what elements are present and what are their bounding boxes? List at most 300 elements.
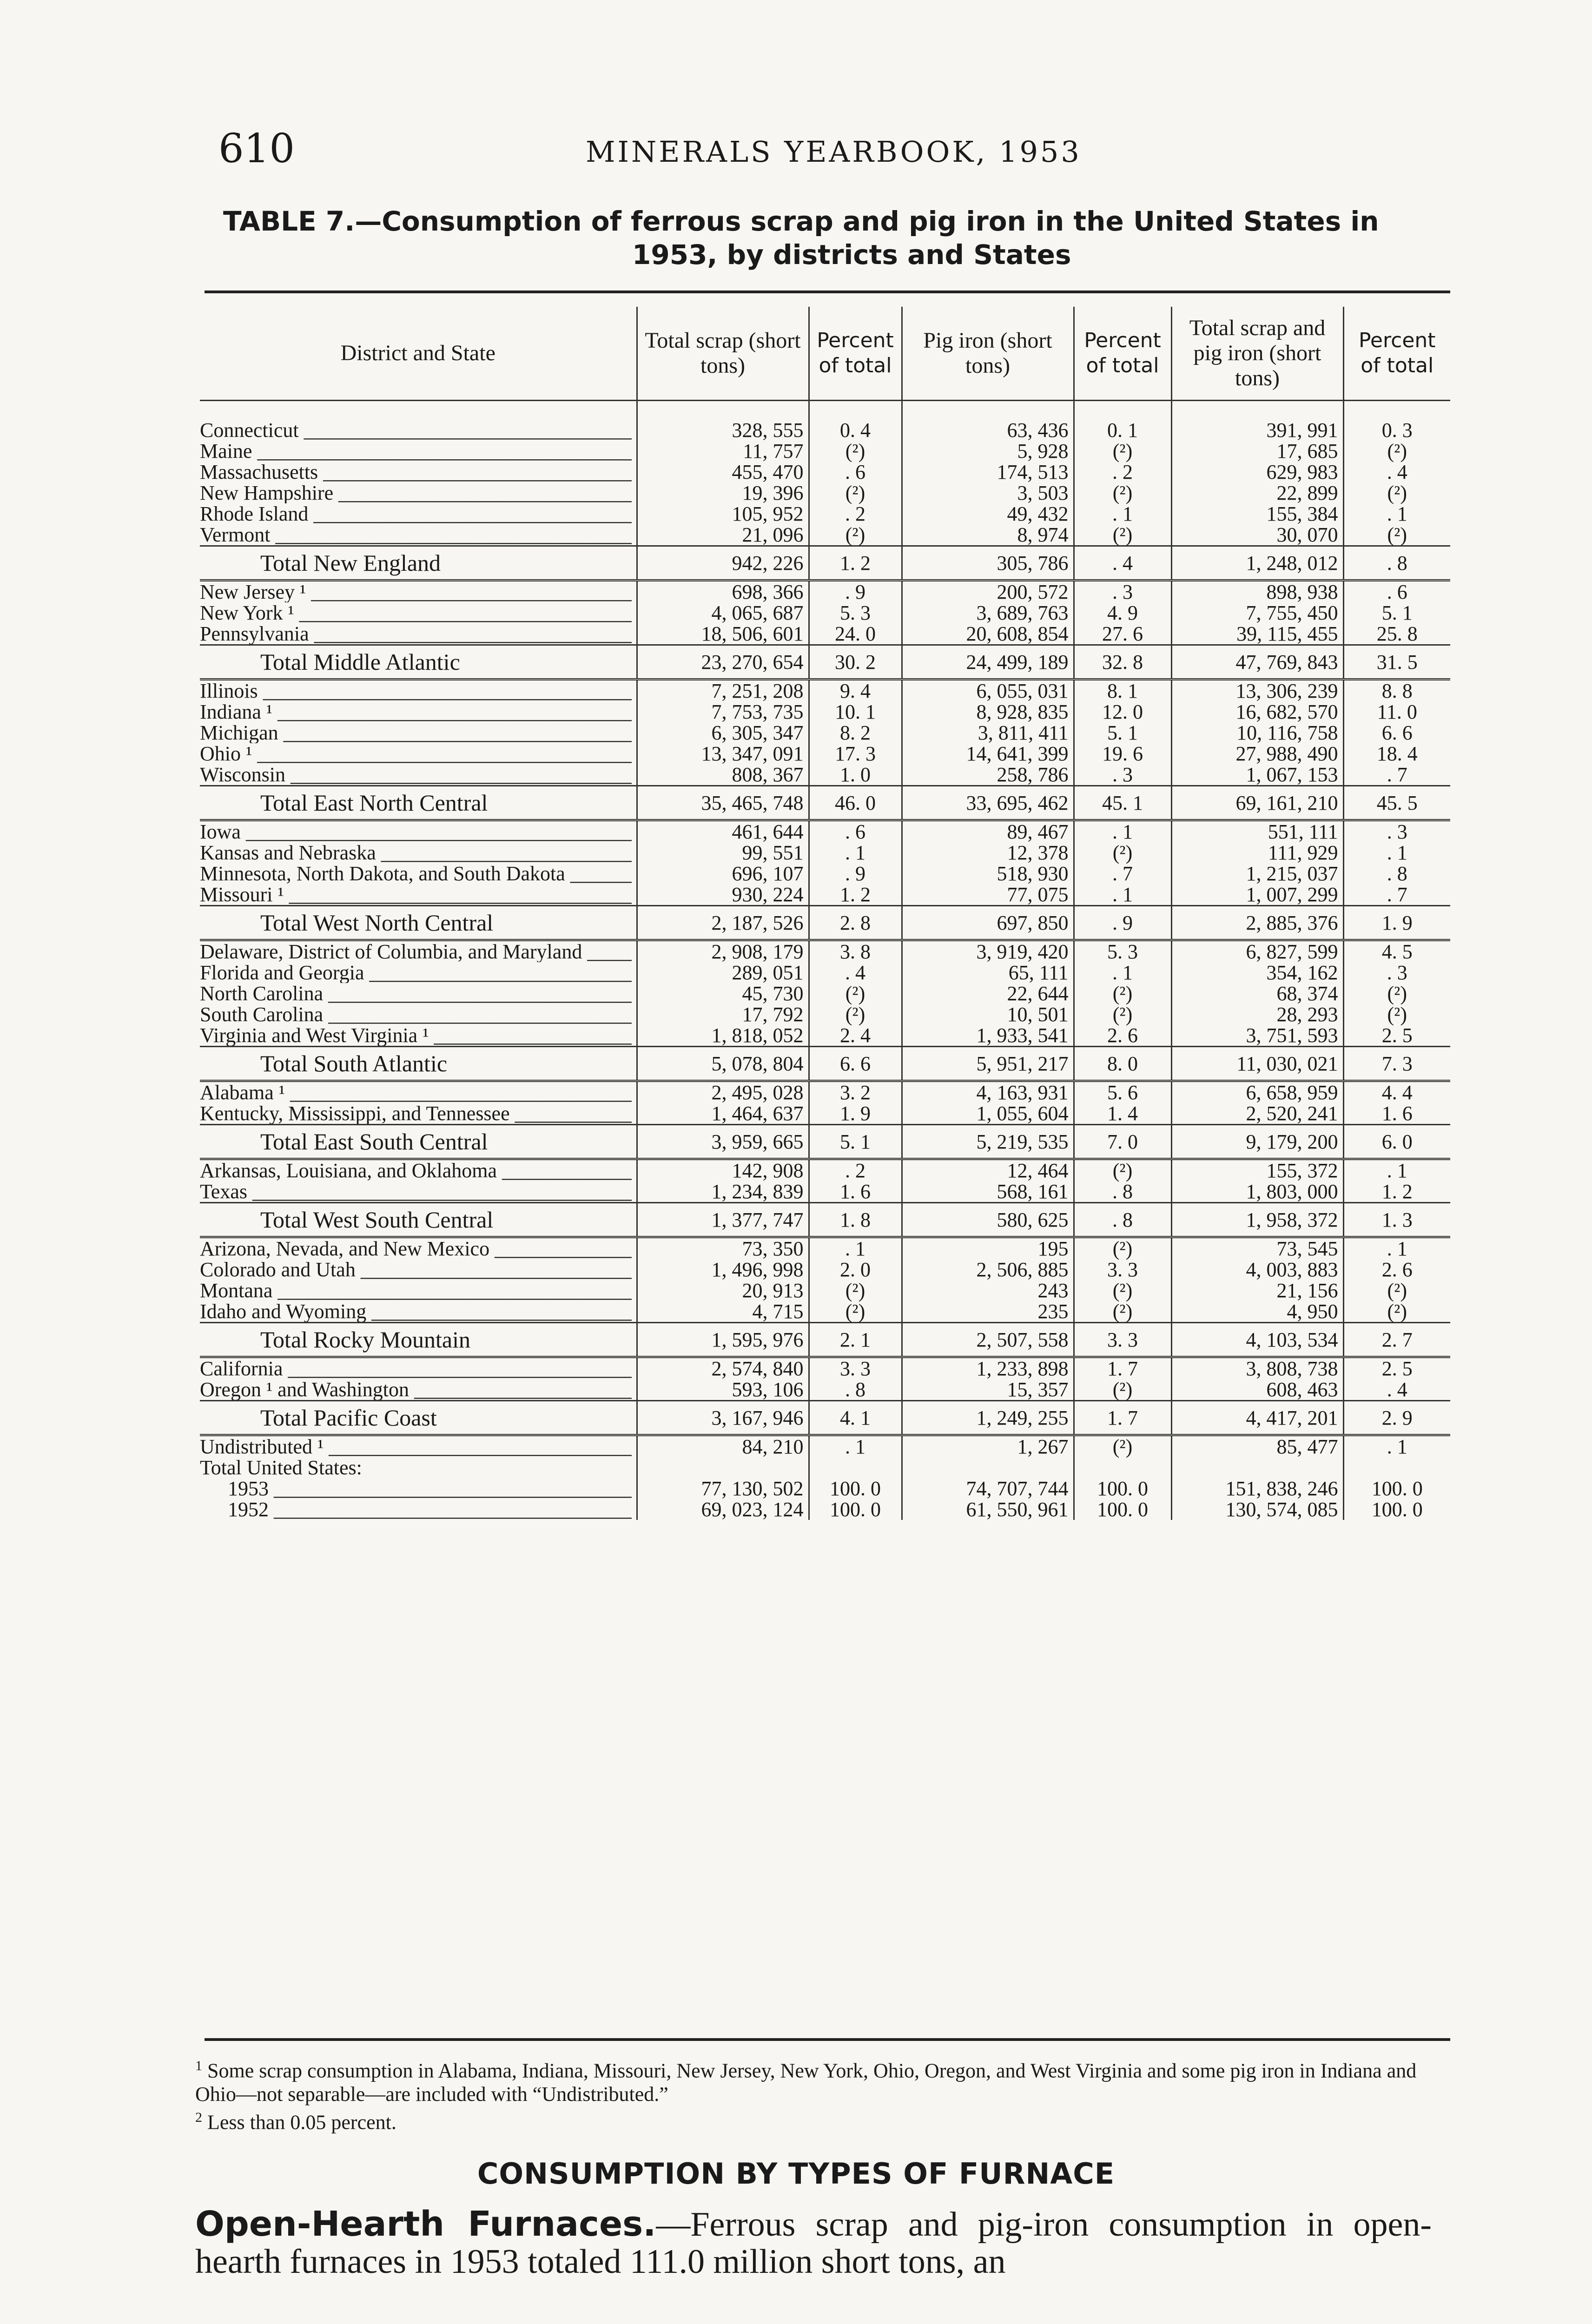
pig-cell: 697, 850 xyxy=(902,906,1074,940)
scrap-pct-cell: 9. 4 xyxy=(809,680,902,702)
pig-cell: 174, 513 xyxy=(902,462,1074,482)
pig-pct-cell: (²) xyxy=(1074,1435,1171,1458)
total-cell: 4, 950 xyxy=(1171,1301,1343,1323)
scrap-cell: 1, 595, 976 xyxy=(637,1323,809,1357)
pig-cell: 1, 233, 898 xyxy=(902,1357,1074,1380)
subtotal-label: Total Rocky Mountain xyxy=(200,1323,637,1357)
scrap-cell: 1, 818, 052 xyxy=(637,1025,809,1047)
scrap-cell: 17, 792 xyxy=(637,1004,809,1025)
pig-pct-cell: 7. 0 xyxy=(1074,1125,1171,1159)
total-pct-cell: 31. 5 xyxy=(1343,645,1450,680)
total-cell: 68, 374 xyxy=(1171,983,1343,1004)
pig-cell: 61, 550, 961 xyxy=(902,1499,1074,1520)
subtotal-row xyxy=(200,1203,1450,1237)
table-top-rule xyxy=(205,290,1450,293)
pig-pct-cell: 4. 9 xyxy=(1074,602,1171,623)
state-label: Rhode Island _____ xyxy=(200,503,637,524)
pig-pct-cell: 32. 8 xyxy=(1074,645,1171,680)
total-cell: 2, 885, 376 xyxy=(1171,906,1343,940)
pig-cell: 1, 267 xyxy=(902,1435,1074,1458)
scrap-pct-cell: 4. 1 xyxy=(809,1401,902,1435)
scrap-pct-cell: 5. 1 xyxy=(809,1125,902,1159)
us-total-label: Total United States: xyxy=(200,1456,362,1479)
scrap-pct-cell: 3. 3 xyxy=(809,1357,902,1380)
scrap-cell: 19, 396 xyxy=(637,482,809,503)
state-label: Indiana ¹ _____ xyxy=(200,701,637,722)
table-row xyxy=(200,1280,1450,1301)
total-pct-cell: (²) xyxy=(1343,1280,1450,1301)
scrap-cell: 105, 952 xyxy=(637,503,809,524)
total-pct-cell: . 7 xyxy=(1343,884,1450,906)
total-cell: 3, 751, 593 xyxy=(1171,1025,1343,1047)
running-header xyxy=(218,125,1455,177)
scrap-pct-cell: 17. 3 xyxy=(809,743,902,764)
pig-pct-cell: (²) xyxy=(1074,1280,1171,1301)
pig-pct-cell: . 2 xyxy=(1074,462,1171,482)
scrap-cell: 3, 959, 665 xyxy=(637,1125,809,1159)
scrap-pct-cell: 2. 4 xyxy=(809,1025,902,1047)
total-pct-cell: . 6 xyxy=(1343,581,1450,603)
total-cell: 11, 030, 021 xyxy=(1171,1047,1343,1081)
total-cell: 155, 384 xyxy=(1171,503,1343,524)
subtotal-label: Total West South Central xyxy=(200,1203,637,1237)
page-number: 610 xyxy=(218,125,295,172)
state-label: Wisconsin _____ xyxy=(200,764,637,786)
total-pct-cell: 18. 4 xyxy=(1343,743,1450,764)
total-pct-cell: 100. 0 xyxy=(1343,1499,1450,1520)
state-label: 1953 _____ xyxy=(200,1478,637,1499)
table-row xyxy=(200,764,1450,786)
state-label: Missouri ¹ _____ xyxy=(200,884,637,906)
scrap-cell: 6, 305, 347 xyxy=(637,722,809,743)
state-label: New York ¹ _____ xyxy=(200,602,637,623)
table-row xyxy=(200,524,1450,546)
pig-cell: 258, 786 xyxy=(902,764,1074,786)
col-total-pct: Percent of total xyxy=(1343,307,1450,401)
pig-pct-cell: 8. 0 xyxy=(1074,1047,1171,1081)
pig-cell: 77, 075 xyxy=(902,884,1074,906)
table-row xyxy=(200,722,1450,743)
table-bottom-rule xyxy=(205,2038,1450,2041)
pig-cell: 580, 625 xyxy=(902,1203,1074,1237)
pig-pct-cell: . 1 xyxy=(1074,884,1171,906)
pig-cell: 14, 641, 399 xyxy=(902,743,1074,764)
total-pct-cell: . 1 xyxy=(1343,503,1450,524)
scrap-pct-cell: . 1 xyxy=(809,842,902,863)
state-label: Michigan _____ xyxy=(200,722,637,743)
pig-cell: 74, 707, 744 xyxy=(902,1478,1074,1499)
pig-pct-cell: . 8 xyxy=(1074,1203,1171,1237)
scrap-cell: 1, 377, 747 xyxy=(637,1203,809,1237)
pig-cell: 15, 357 xyxy=(902,1379,1074,1401)
total-cell: 898, 938 xyxy=(1171,581,1343,603)
scrap-cell: 4, 715 xyxy=(637,1301,809,1323)
pig-pct-cell: . 1 xyxy=(1074,503,1171,524)
caption-line-1: TABLE 7.—Consumption of ferrous scrap and pig iron in the United States in xyxy=(223,205,1379,237)
scrap-cell: 99, 551 xyxy=(637,842,809,863)
total-pct-cell: 1. 9 xyxy=(1343,906,1450,940)
state-label: Alabama ¹ _____ xyxy=(200,1081,637,1103)
total-cell: 4, 417, 201 xyxy=(1171,1401,1343,1435)
table-row xyxy=(200,420,1450,441)
pig-cell: 33, 695, 462 xyxy=(902,786,1074,820)
table-row xyxy=(200,983,1450,1004)
state-label: New Jersey ¹ _____ xyxy=(200,581,637,603)
scrap-pct-cell: 46. 0 xyxy=(809,786,902,820)
total-pct-cell: . 1 xyxy=(1343,1159,1450,1182)
pig-cell: 12, 464 xyxy=(902,1159,1074,1182)
consumption-table xyxy=(200,307,1450,1520)
state-label: California _____ xyxy=(200,1357,637,1380)
paragraph-lead: Open-Hearth Furnaces. xyxy=(195,2204,656,2244)
col-scrap-pct: Percent of total xyxy=(809,307,902,401)
paragraph-text: —Ferrous scrap and pig-iron consumption in open-hearth furnaces in 1953 totaled 111.0 million short tons, an xyxy=(195,2205,1432,2281)
caption-line-2: 1953, by districts and States xyxy=(632,239,1071,271)
total-pct-cell: . 4 xyxy=(1343,1379,1450,1401)
subtotal-row xyxy=(200,645,1450,680)
pig-cell: 3, 503 xyxy=(902,482,1074,503)
year-row xyxy=(200,1478,1450,1499)
pig-cell: 5, 219, 535 xyxy=(902,1125,1074,1159)
total-cell: 1, 248, 012 xyxy=(1171,546,1343,581)
running-title: MINERALS YEARBOOK, 1953 xyxy=(586,135,1082,169)
total-pct-cell: 6. 0 xyxy=(1343,1125,1450,1159)
total-cell: 21, 156 xyxy=(1171,1280,1343,1301)
scrap-cell: 20, 913 xyxy=(637,1280,809,1301)
scrap-pct-cell: 1. 0 xyxy=(809,764,902,786)
total-cell: 354, 162 xyxy=(1171,962,1343,983)
scrap-pct-cell: . 1 xyxy=(809,1237,902,1260)
total-pct-cell: (²) xyxy=(1343,1301,1450,1323)
pig-pct-cell: . 8 xyxy=(1074,1181,1171,1203)
total-cell: 7, 755, 450 xyxy=(1171,602,1343,623)
pig-pct-cell: 12. 0 xyxy=(1074,701,1171,722)
scrap-pct-cell: 100. 0 xyxy=(809,1499,902,1520)
scrap-pct-cell: . 9 xyxy=(809,581,902,603)
pig-cell: 200, 572 xyxy=(902,581,1074,603)
scrap-cell: 2, 495, 028 xyxy=(637,1081,809,1103)
scrap-pct-cell: 1. 8 xyxy=(809,1203,902,1237)
total-pct-cell: (²) xyxy=(1343,524,1450,546)
state-label: Idaho and Wyoming _____ xyxy=(200,1301,637,1323)
subtotal-row xyxy=(200,1047,1450,1081)
us-total-label-row xyxy=(200,1457,1450,1478)
total-cell: 1, 803, 000 xyxy=(1171,1181,1343,1203)
scrap-cell: 2, 187, 526 xyxy=(637,906,809,940)
scrap-cell: 3, 167, 946 xyxy=(637,1401,809,1435)
scrap-cell: 942, 226 xyxy=(637,546,809,581)
scrap-cell: 73, 350 xyxy=(637,1237,809,1260)
pig-pct-cell: 1. 7 xyxy=(1074,1401,1171,1435)
scrap-cell: 21, 096 xyxy=(637,524,809,546)
year-row xyxy=(200,1499,1450,1520)
table-row xyxy=(200,680,1450,702)
total-cell: 1, 215, 037 xyxy=(1171,863,1343,884)
scrap-cell: 930, 224 xyxy=(637,884,809,906)
total-cell: 16, 682, 570 xyxy=(1171,701,1343,722)
undistributed-row xyxy=(200,1435,1450,1458)
scrap-cell: 696, 107 xyxy=(637,863,809,884)
scrap-cell: 84, 210 xyxy=(637,1435,809,1458)
subtotal-label: Total East South Central xyxy=(200,1125,637,1159)
total-cell: 551, 111 xyxy=(1171,820,1343,843)
pig-pct-cell: (²) xyxy=(1074,441,1171,462)
scrap-pct-cell: . 1 xyxy=(809,1435,902,1458)
pig-cell: 305, 786 xyxy=(902,546,1074,581)
pig-pct-cell: . 7 xyxy=(1074,863,1171,884)
scrap-cell: 289, 051 xyxy=(637,962,809,983)
total-pct-cell: . 1 xyxy=(1343,1435,1450,1458)
total-pct-cell: 2. 9 xyxy=(1343,1401,1450,1435)
state-label: New Hampshire _____ xyxy=(200,482,637,503)
table-row xyxy=(200,503,1450,524)
total-pct-cell: 4. 5 xyxy=(1343,940,1450,963)
pig-cell: 2, 506, 885 xyxy=(902,1259,1074,1280)
total-pct-cell: 1. 3 xyxy=(1343,1203,1450,1237)
table-row xyxy=(200,1103,1450,1125)
scrap-cell: 1, 464, 637 xyxy=(637,1103,809,1125)
pig-cell: 243 xyxy=(902,1280,1074,1301)
total-cell: 13, 306, 239 xyxy=(1171,680,1343,702)
pig-cell: 3, 811, 411 xyxy=(902,722,1074,743)
state-label: North Carolina _____ xyxy=(200,983,637,1004)
scrap-cell: 7, 251, 208 xyxy=(637,680,809,702)
spacer-row xyxy=(200,401,1450,420)
total-pct-cell: . 4 xyxy=(1343,462,1450,482)
pig-cell: 1, 055, 604 xyxy=(902,1103,1074,1125)
scrap-pct-cell: (²) xyxy=(809,482,902,503)
table-row xyxy=(200,820,1450,843)
total-pct-cell: (²) xyxy=(1343,983,1450,1004)
pig-pct-cell: (²) xyxy=(1074,1159,1171,1182)
total-pct-cell: (²) xyxy=(1343,482,1450,503)
total-cell: 629, 983 xyxy=(1171,462,1343,482)
total-cell: 2, 520, 241 xyxy=(1171,1103,1343,1125)
pig-pct-cell: 0. 1 xyxy=(1074,420,1171,441)
pig-cell: 20, 608, 854 xyxy=(902,623,1074,645)
scrap-cell: 5, 078, 804 xyxy=(637,1047,809,1081)
total-pct-cell: (²) xyxy=(1343,441,1450,462)
total-pct-cell: 2. 7 xyxy=(1343,1323,1450,1357)
pig-pct-cell: 45. 1 xyxy=(1074,786,1171,820)
total-cell: 10, 116, 758 xyxy=(1171,722,1343,743)
scrap-pct-cell: (²) xyxy=(809,1280,902,1301)
footnotes xyxy=(195,2054,1450,2134)
scrap-pct-cell: 5. 3 xyxy=(809,602,902,623)
pig-pct-cell: . 1 xyxy=(1074,820,1171,843)
total-cell: 27, 988, 490 xyxy=(1171,743,1343,764)
pig-pct-cell: (²) xyxy=(1074,1301,1171,1323)
total-pct-cell: 5. 1 xyxy=(1343,602,1450,623)
state-label: Virginia and West Virginia ¹ _____ xyxy=(200,1025,637,1047)
total-pct-cell: . 7 xyxy=(1343,764,1450,786)
scrap-pct-cell: 100. 0 xyxy=(809,1478,902,1499)
pig-pct-cell: 3. 3 xyxy=(1074,1323,1171,1357)
pig-cell: 65, 111 xyxy=(902,962,1074,983)
table-row xyxy=(200,441,1450,462)
total-cell: 3, 808, 738 xyxy=(1171,1357,1343,1380)
pig-pct-cell: (²) xyxy=(1074,1004,1171,1025)
pig-cell: 235 xyxy=(902,1301,1074,1323)
total-cell: 17, 685 xyxy=(1171,441,1343,462)
scrap-pct-cell: 1. 2 xyxy=(809,884,902,906)
state-label: Vermont _____ xyxy=(200,524,637,546)
total-pct-cell: . 8 xyxy=(1343,546,1450,581)
body-paragraph xyxy=(195,2205,1432,2280)
state-label: Delaware, District of Columbia, and Maryland _____ xyxy=(200,940,637,963)
table-row xyxy=(200,1004,1450,1025)
pig-pct-cell: 1. 7 xyxy=(1074,1357,1171,1380)
pig-cell: 10, 501 xyxy=(902,1004,1074,1025)
total-cell: 130, 574, 085 xyxy=(1171,1499,1343,1520)
total-pct-cell: 1. 6 xyxy=(1343,1103,1450,1125)
scrap-cell: 593, 106 xyxy=(637,1379,809,1401)
subtotal-row xyxy=(200,1323,1450,1357)
subtotal-row xyxy=(200,546,1450,581)
state-label: Undistributed ¹ _____ xyxy=(200,1435,637,1458)
footnote-2: $^2$ Less than 0.05 percent. xyxy=(195,2109,396,2134)
pig-pct-cell: (²) xyxy=(1074,1379,1171,1401)
total-cell: 85, 477 xyxy=(1171,1435,1343,1458)
scrap-cell: 11, 757 xyxy=(637,441,809,462)
pig-cell: 3, 689, 763 xyxy=(902,602,1074,623)
scrap-cell: 328, 555 xyxy=(637,420,809,441)
pig-pct-cell: (²) xyxy=(1074,1237,1171,1260)
scrap-pct-cell: 6. 6 xyxy=(809,1047,902,1081)
pig-pct-cell: (²) xyxy=(1074,842,1171,863)
col-scrap: Total scrap (short tons) xyxy=(637,307,809,401)
scrap-pct-cell: (²) xyxy=(809,1301,902,1323)
scrap-cell: 461, 644 xyxy=(637,820,809,843)
state-label: Minnesota, North Dakota, and South Dakota _____ xyxy=(200,863,637,884)
col-pig-pct: Percent of total xyxy=(1074,307,1171,401)
pig-cell: 89, 467 xyxy=(902,820,1074,843)
total-cell: 22, 899 xyxy=(1171,482,1343,503)
total-cell: 111, 929 xyxy=(1171,842,1343,863)
scrap-pct-cell: . 2 xyxy=(809,1159,902,1182)
scrap-pct-cell: (²) xyxy=(809,983,902,1004)
section-heading: CONSUMPTION BY TYPES OF FURNACE xyxy=(477,2157,1115,2191)
total-cell: 28, 293 xyxy=(1171,1004,1343,1025)
total-pct-cell: . 3 xyxy=(1343,820,1450,843)
table-row xyxy=(200,743,1450,764)
state-label: Connecticut _____ xyxy=(200,420,637,441)
pig-cell: 1, 933, 541 xyxy=(902,1025,1074,1047)
scrap-pct-cell: 2. 0 xyxy=(809,1259,902,1280)
scrap-cell: 7, 753, 735 xyxy=(637,701,809,722)
scrap-pct-cell: (²) xyxy=(809,441,902,462)
total-pct-cell: 100. 0 xyxy=(1343,1478,1450,1499)
table-header-row xyxy=(200,307,1450,401)
scrap-pct-cell: 1. 9 xyxy=(809,1103,902,1125)
total-pct-cell: 25. 8 xyxy=(1343,623,1450,645)
table-row xyxy=(200,1159,1450,1182)
total-cell: 151, 838, 246 xyxy=(1171,1478,1343,1499)
table-row xyxy=(200,940,1450,963)
pig-cell: 4, 163, 931 xyxy=(902,1081,1074,1103)
pig-pct-cell: (²) xyxy=(1074,482,1171,503)
table-row xyxy=(200,462,1450,482)
table-row xyxy=(200,1357,1450,1380)
subtotal-row xyxy=(200,1401,1450,1435)
scrap-cell: 45, 730 xyxy=(637,983,809,1004)
scrap-cell: 23, 270, 654 xyxy=(637,645,809,680)
scrap-pct-cell: (²) xyxy=(809,524,902,546)
scrap-pct-cell: . 6 xyxy=(809,820,902,843)
pig-cell: 5, 928 xyxy=(902,441,1074,462)
state-label: Arizona, Nevada, and New Mexico _____ xyxy=(200,1237,637,1260)
table-row xyxy=(200,863,1450,884)
subtotal-row xyxy=(200,786,1450,820)
pig-cell: 22, 644 xyxy=(902,983,1074,1004)
scrap-pct-cell: . 8 xyxy=(809,1379,902,1401)
total-cell: 1, 007, 299 xyxy=(1171,884,1343,906)
pig-cell: 8, 974 xyxy=(902,524,1074,546)
total-cell: 1, 067, 153 xyxy=(1171,764,1343,786)
pig-cell: 6, 055, 031 xyxy=(902,680,1074,702)
table-row xyxy=(200,701,1450,722)
total-pct-cell: 2. 5 xyxy=(1343,1357,1450,1380)
state-label: Montana _____ xyxy=(200,1280,637,1301)
pig-cell: 24, 499, 189 xyxy=(902,645,1074,680)
pig-pct-cell: . 3 xyxy=(1074,764,1171,786)
col-district: District and State xyxy=(200,307,637,401)
pig-pct-cell: (²) xyxy=(1074,983,1171,1004)
scrap-pct-cell: . 6 xyxy=(809,462,902,482)
total-pct-cell: 4. 4 xyxy=(1343,1081,1450,1103)
scrap-pct-cell: 2. 1 xyxy=(809,1323,902,1357)
state-label: 1952 _____ xyxy=(200,1499,637,1520)
scrap-pct-cell: (²) xyxy=(809,1004,902,1025)
table-body xyxy=(200,401,1450,1520)
state-label: Colorado and Utah _____ xyxy=(200,1259,637,1280)
subtotal-label: Total Pacific Coast xyxy=(200,1401,637,1435)
pig-cell: 1, 249, 255 xyxy=(902,1401,1074,1435)
total-cell: 6, 658, 959 xyxy=(1171,1081,1343,1103)
subtotal-label: Total West North Central xyxy=(200,906,637,940)
scrap-cell: 2, 908, 179 xyxy=(637,940,809,963)
total-pct-cell: 6. 6 xyxy=(1343,722,1450,743)
table-row xyxy=(200,581,1450,603)
subtotal-label: Total South Atlantic xyxy=(200,1047,637,1081)
col-total: Total scrap and pig iron (short tons) xyxy=(1171,307,1343,401)
scrap-pct-cell: 2. 8 xyxy=(809,906,902,940)
scrap-cell: 2, 574, 840 xyxy=(637,1357,809,1380)
total-pct-cell: 2. 5 xyxy=(1343,1025,1450,1047)
table-row xyxy=(200,1181,1450,1203)
total-cell: 4, 103, 534 xyxy=(1171,1323,1343,1357)
scrap-pct-cell: . 4 xyxy=(809,962,902,983)
total-pct-cell: 45. 5 xyxy=(1343,786,1450,820)
scrap-cell: 77, 130, 502 xyxy=(637,1478,809,1499)
total-cell: 155, 372 xyxy=(1171,1159,1343,1182)
scrap-cell: 808, 367 xyxy=(637,764,809,786)
subtotal-label: Total Middle Atlantic xyxy=(200,645,637,680)
scrap-pct-cell: 1. 6 xyxy=(809,1181,902,1203)
pig-pct-cell: . 9 xyxy=(1074,906,1171,940)
subtotal-label: Total New England xyxy=(200,546,637,581)
pig-pct-cell: . 3 xyxy=(1074,581,1171,603)
total-cell: 39, 115, 455 xyxy=(1171,623,1343,645)
pig-pct-cell: 5. 6 xyxy=(1074,1081,1171,1103)
pig-pct-cell: (²) xyxy=(1074,524,1171,546)
pig-cell: 2, 507, 558 xyxy=(902,1323,1074,1357)
scrap-pct-cell: 0. 4 xyxy=(809,420,902,441)
total-pct-cell: . 8 xyxy=(1343,863,1450,884)
pig-pct-cell: 5. 3 xyxy=(1074,940,1171,963)
total-cell: 391, 991 xyxy=(1171,420,1343,441)
scrap-cell: 13, 347, 091 xyxy=(637,743,809,764)
